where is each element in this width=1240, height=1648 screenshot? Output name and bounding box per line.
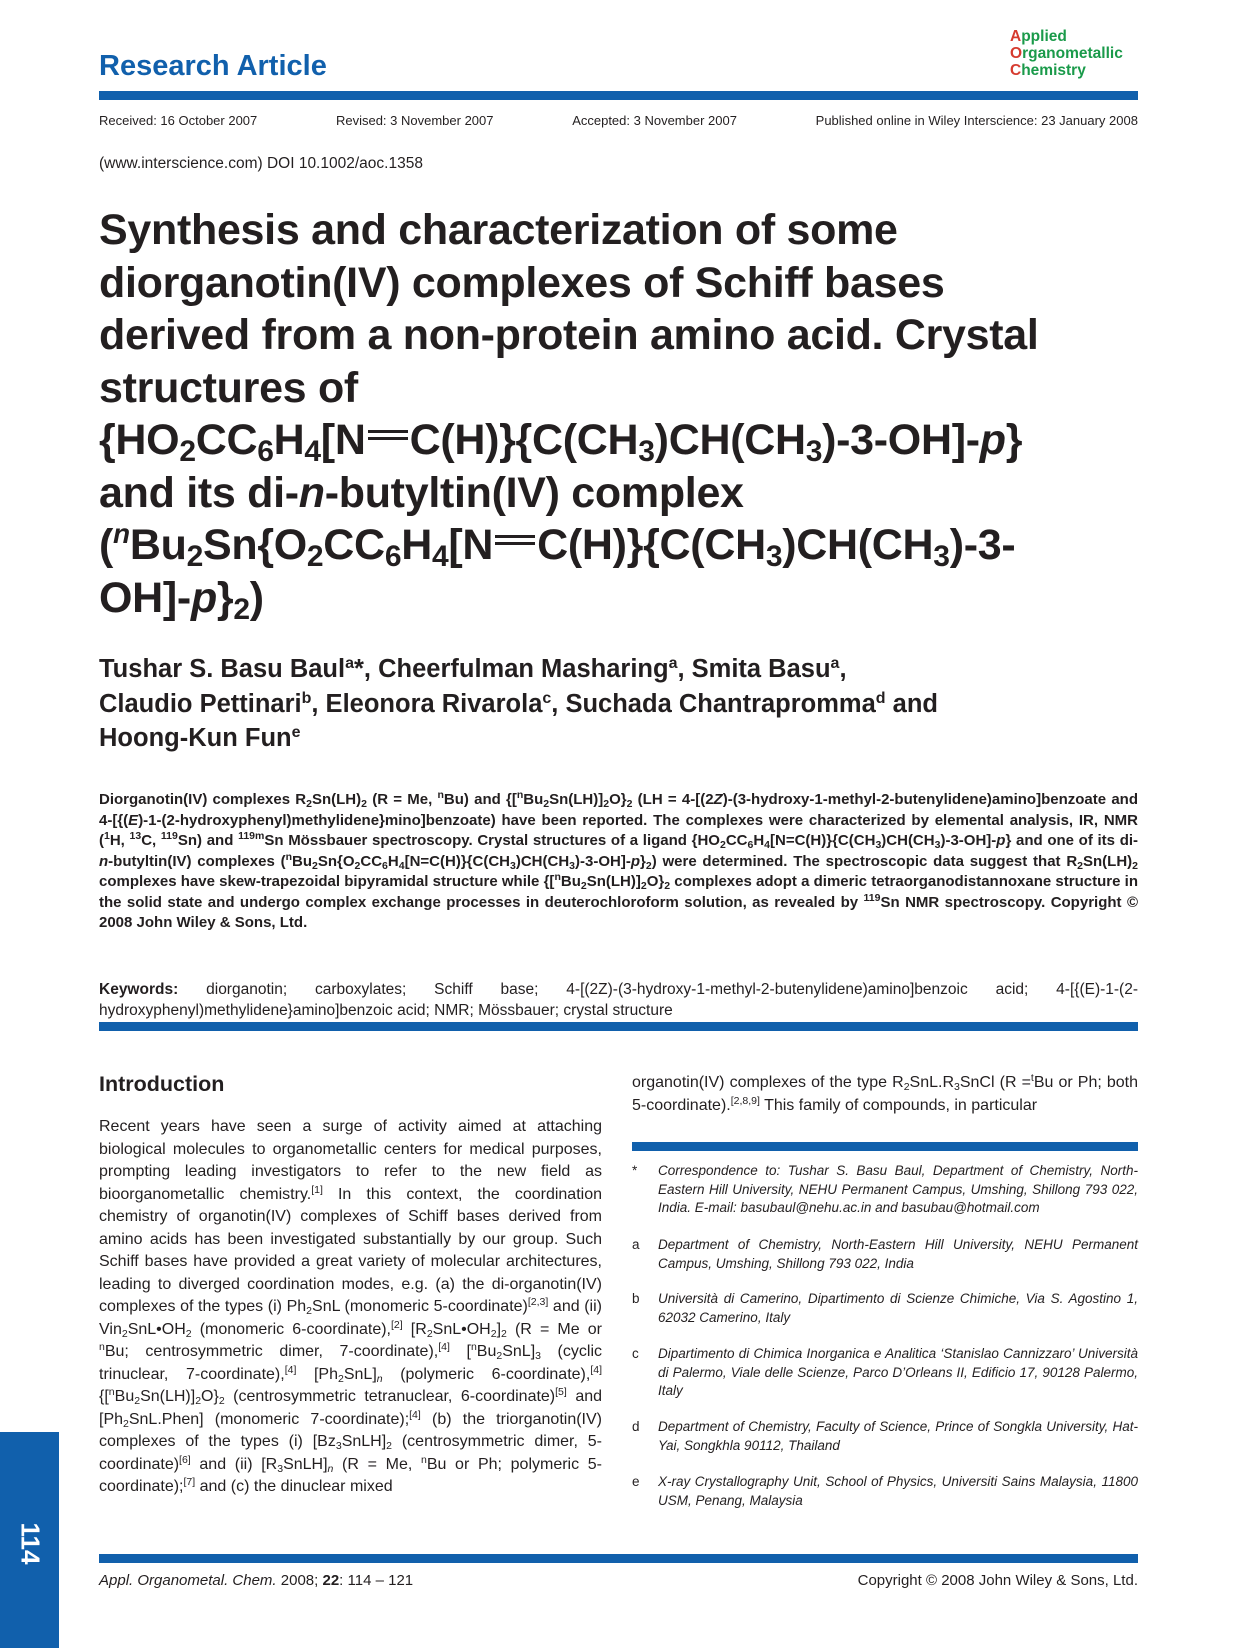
abstract: Diorganotin(IV) complexes $R_2Sn(LH)_2$ (R = Me, $^n$Bu) and $\{[^nBu_2Sn(LH)]_2O\}_2$ (LH = 4-[(2Z)-(3-hydroxy-1-methyl-2-butenylidene)amino]benzoate and 4-[{(E)-1-(2-hydroxyphenyl)methylidene}mino]benzoate) have been reported. The complexes were characterized by elemental analysis, IR, NMR ($^1$H, $^{13}$C, $^{119}$Sn) and $^{119m}$Sn Mössbauer spectroscopy. Crystal structures of a ligand $\{HO_2CC_6H_4[N=C(H)\}\{C(CH_3)CH(CH_3)-3-OH]-p\}$ and one of its di-n-butyltin(IV) complexes $(^nBu_2Sn\{O_2CC_6H_4[N=C(H)\}\{C(CH_3)CH(CH_3)-3-OH]-p\}_2)$ were determined. The spectroscopic data suggest that $R_2Sn(LH)_2$ complexes have skew-trapezoidal bipyramidal structure while $\{[^nBu_2Sn(LH)]_2O\}_2$ complexes adopt a dimeric tetraorganodistannoxane structure in the solid state and undergo complex exchange processes in deuterochloroform solution, as revealed by $^{119}$Sn NMR spectroscopy. Copyright © 2008 John Wiley & Sons, Ltd. (99, 789, 1139, 931)
intro-paragraph-right: organotin(IV) complexes of the type $R_2SnL.R_3SnCl$ (R =$^t$Bu or Ph; both 5-coordinate).[2,8,9] This family of compounds, in particular (632, 1072, 1138, 1114)
footnote-rule (632, 1142, 1138, 1151)
footnote-affiliation-b: b Università di Camerino, Dipartimento di Scienze Chimiche, Via S. Agostino 1, 62032 Camerino, Italy (632, 1291, 1138, 1325)
footnote-correspondence: * Correspondence to: Tushar S. Basu Baul, Department of Chemistry, North-Eastern Hill University, NEHU Permanent Campus, Umshing, Shillong 793 022, India. E-mail: basubaul@nehu.ac.in and basubau@hotmail.com (632, 1163, 1138, 1215)
footer-copyright: Copyright © 2008 John Wiley & Sons, Ltd. (857, 1572, 1138, 1589)
footnote-affiliation-a: a Department of Chemistry, North-Eastern Hill University, NEHU Permanent Campus, Umshing, Shillong 793 022, India (632, 1237, 1138, 1271)
received-date: Received: 16 October 2007 (99, 113, 258, 128)
page-number: 114 (15, 1522, 46, 1565)
footnote-affiliation-d: d Department of Chemistry, Faculty of Science, Prince of Songkla University, Hat-Yai, Songkhla 90112, Thailand (632, 1419, 1138, 1453)
article-type-label: Research Article (99, 50, 327, 82)
accepted-date: Accepted: 3 November 2007 (572, 113, 737, 128)
journal-citation: Appl. Organometal. Chem. 2008; 22: 114 – 121 (99, 1572, 414, 1589)
journal-logo: Applied Organometallic Chemistry (1010, 28, 1123, 79)
article-dates (99, 113, 1138, 128)
footnote-affiliation-c: c Dipartimento di Chimica Inorganica e Analitica ‘Stanislao Cannizzaro’ Università di Palermo, Viale delle Scienze, Parco D’Orleans II, Edificio 17, 90128 Palermo, Italy (632, 1346, 1138, 1398)
doi-line: (www.interscience.com) DOI 10.1002/aoc.1358 (99, 155, 423, 172)
keywords: Keywords: diorganotin; carboxylates; Schiff base; 4-[(2Z)-(3-hydroxy-1-methyl-2-butenylidene)amino]benzoic acid; 4-[{(E)-1-(2-hydroxyphenyl)methylidene}amino]benzoic acid; NMR; Mössbauer; crystal structure (99, 981, 1138, 1019)
intro-paragraph-left: Recent years have seen a surge of activity aimed at attaching biological molecules to organometallic centers for medical purposes, prompting leading investigators to refer to the new field as bioorganometallic chemistry.[1] In this context, the coordination chemistry of organotin(IV) complexes of Schiff bases derived from amino acids has been investigated substantially by our group. Such Schiff bases have provided a great variety of molecular architectures, leading to diverged coordination modes, e.g. (a) the di-organotin(IV) complexes of the types (i) $Ph_2SnL$ (monomeric 5-coordinate)[2,3] and (ii) $Vin_2SnL•OH_2$ (monomeric 6-coordinate),[2] $[R_2SnL•OH_2]_2$ (R = Me or $^n$Bu; centrosymmetric dimer, 7-coordinate),[4] $[^nBu_2SnL]_3$ (cyclic trinuclear, 7-coordinate),[4] $[Ph_2SnL]_n$ (polymeric 6-coordinate),[4] $\{[^nBu_2Sn(LH)]_2O\}_2$ (centrosymmetric tetranuclear, 6-coordinate)[5] and $[Ph_2SnL.Phen]$ (monomeric 7-coordinate);[4] (b) the triorganotin(IV) complexes of the types (i) $[Bz_3SnLH]_2$ (centrosymmetric dimer, 5-coordinate)[6] and (ii) $[R_3SnLH]_n$ (R = Me, $^n$Bu or Ph; polymeric 5-coordinate);[7] and (c) the dinuclear mixed (99, 1118, 603, 1495)
footer-rule (99, 1554, 1138, 1563)
article-title: Synthesis and characterization of some diorganotin(IV) complexes of Schiff bases derived from a non-protein amino acid. Crystal structures of {$HO_2CC_6H_4[N$ $C(H)\}\{C(CH_3)CH(CH_3)-3-OH]-p$} and its di-n-butyltin(IV) complex ($^nBu_2Sn\{O_2CC_6H_4[N$ $C(H)\}\{C(CH_3)CH(CH_3)-3-$ $OH]-p\}_2$) (99, 206, 1039, 626)
section-heading-introduction: Introduction (99, 1072, 225, 1096)
footnote-affiliation-e: e X-ray Crystallography Unit, School of Physics, Universiti Sains Malaysia, 11800 USM, Penang, Malaysia (632, 1474, 1138, 1508)
abstract-rule (99, 1022, 1138, 1031)
author-list: Tushar S. Basu Baul$^a$*, Cheerfulman Masharing$^a$, Smita Basu$^a$, Claudio Pettinari$^b$, Eleonora Rivarola$^c$, Suchada Chantrapromma$^d$ and Hoong-Kun Fun$^e$ (99, 655, 938, 752)
header-rule (99, 91, 1138, 100)
revised-date: Revised: 3 November 2007 (335, 113, 494, 128)
published-date: Published online in Wiley Interscience: 23 January 2008 (815, 113, 1138, 128)
